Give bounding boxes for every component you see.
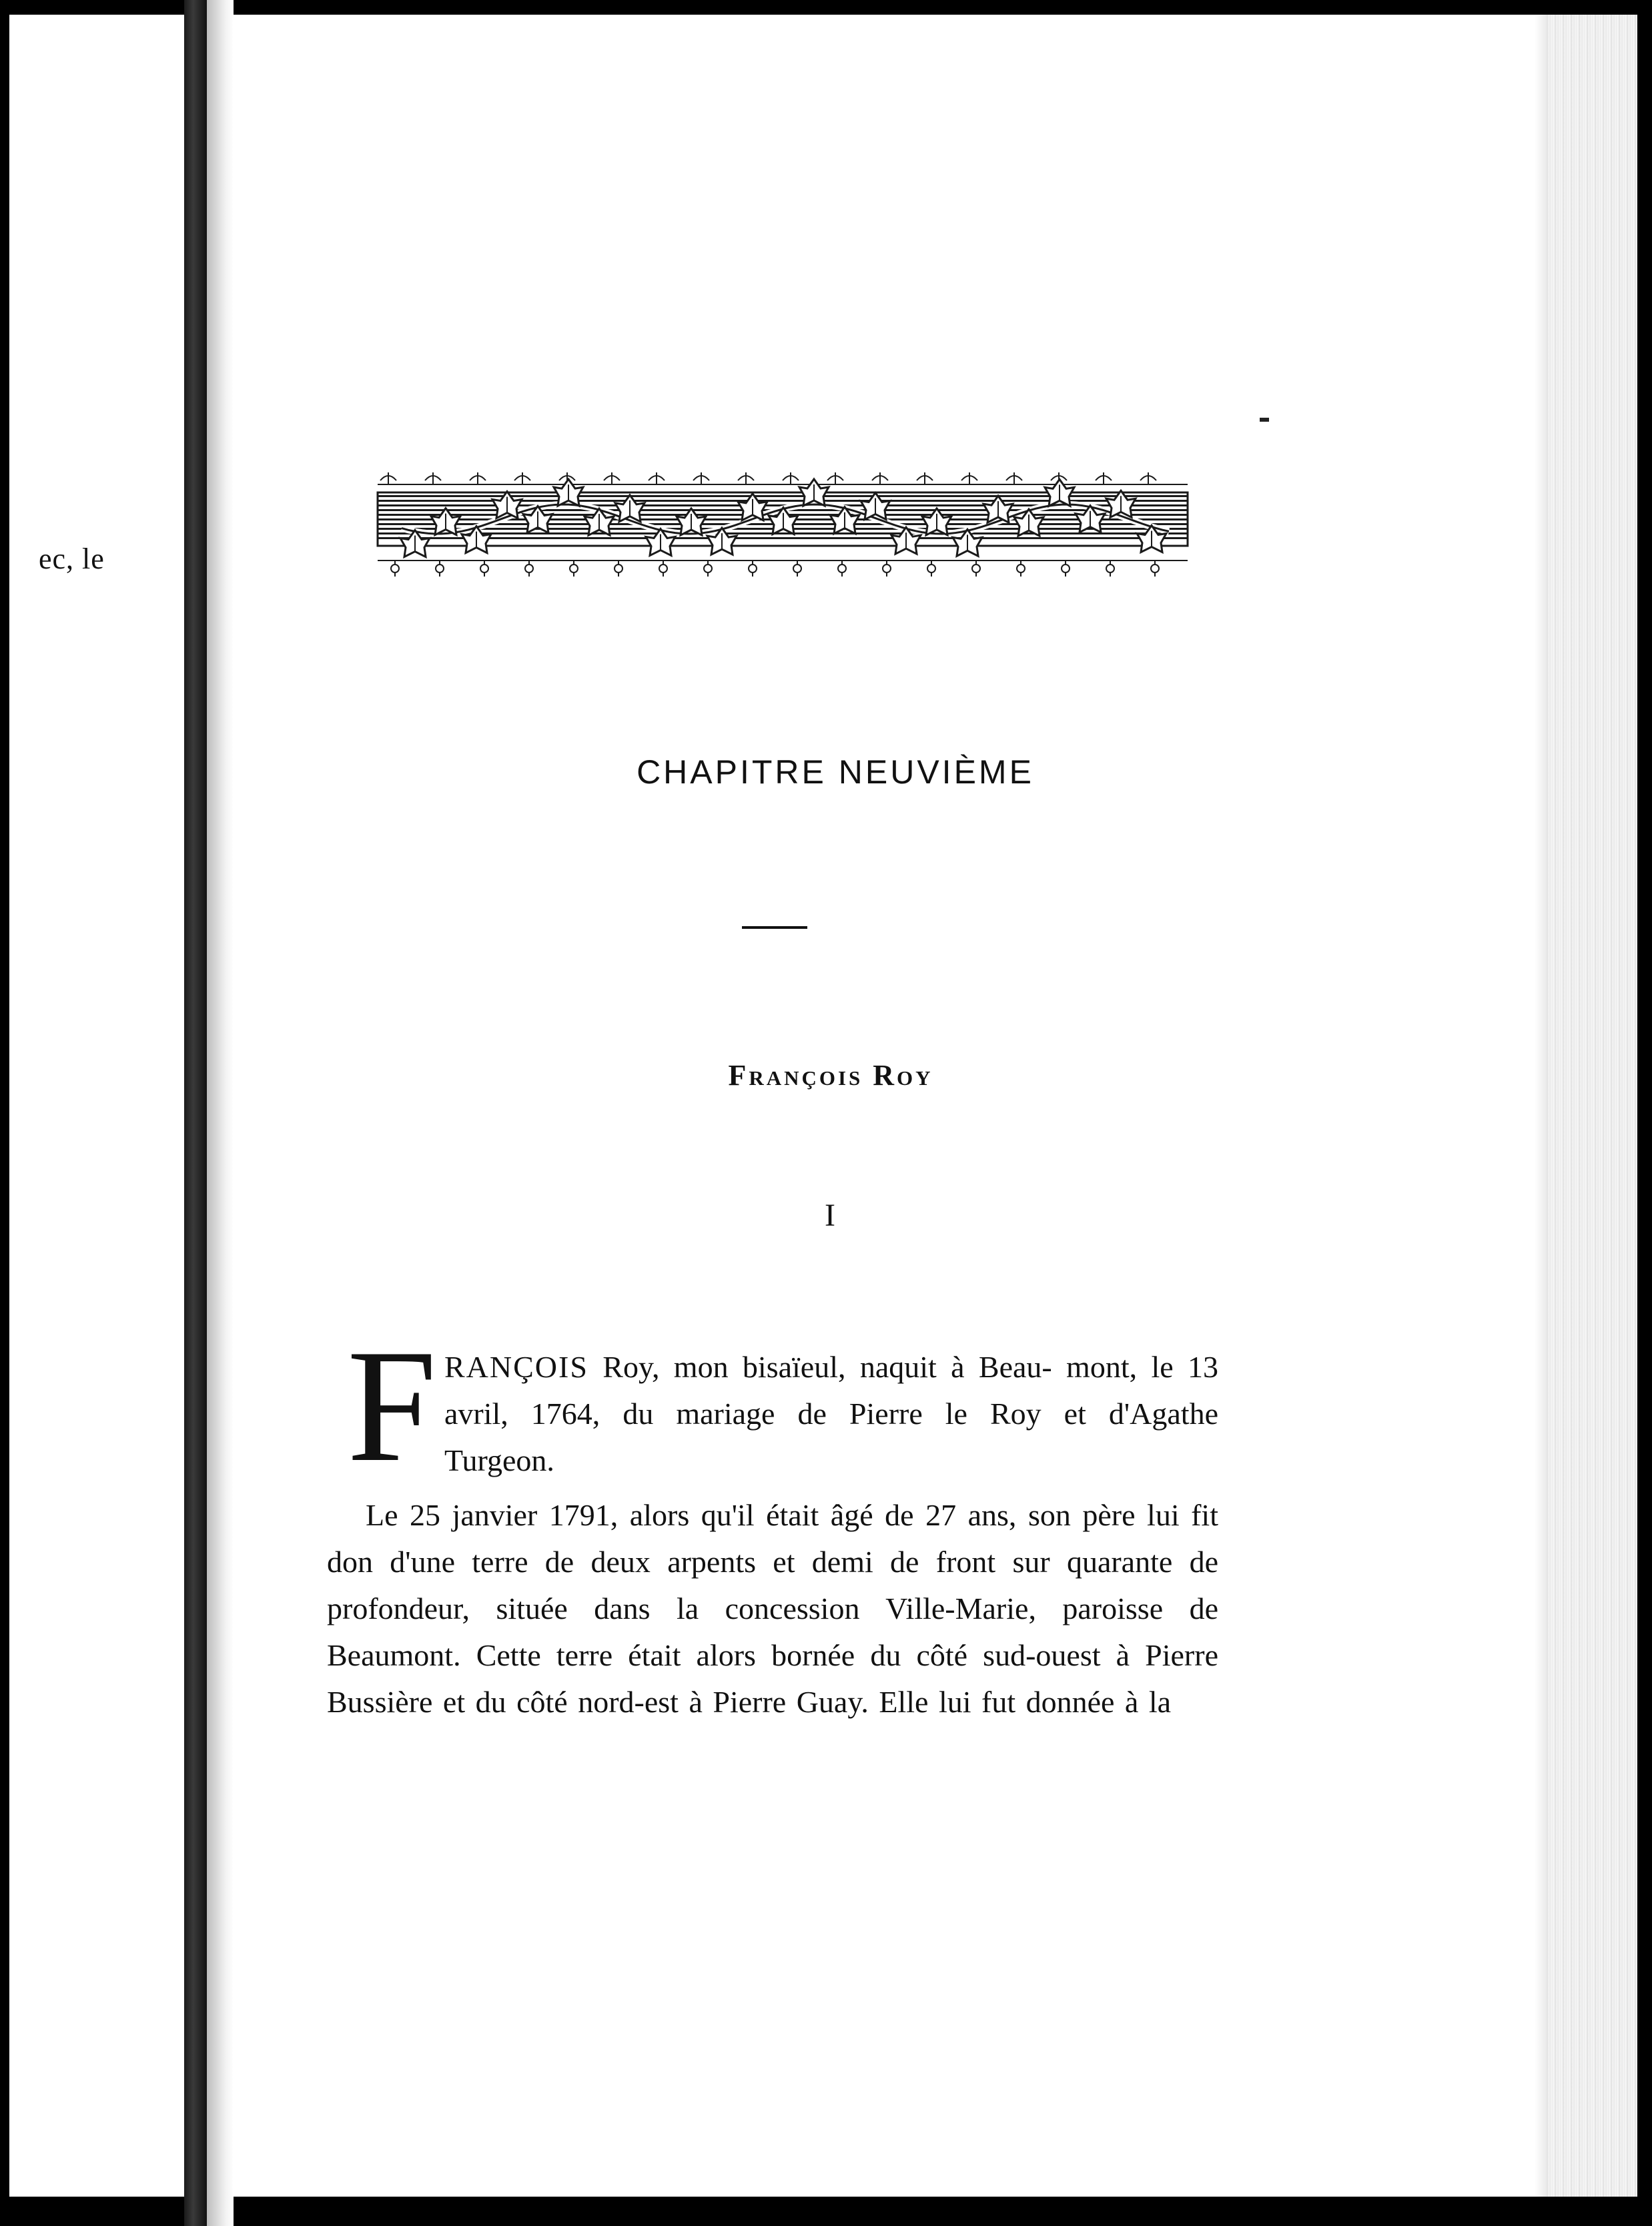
title-rule bbox=[742, 926, 807, 929]
scan-border-bottom bbox=[0, 2197, 1652, 2226]
first-paragraph-body: Roy, mon bisaïeul, naquit à Beau- mont, le 13 avril, 1764, du mariage de Pierre le Roy et d'Agathe Turgeon. bbox=[444, 1350, 1218, 1477]
scan-border-left bbox=[0, 0, 9, 2226]
facing-page-text: ec, le bbox=[39, 542, 105, 575]
ivy-vine-ornament-icon bbox=[375, 459, 1190, 593]
margin-mark bbox=[1260, 418, 1269, 422]
facing-page bbox=[9, 15, 184, 2197]
scan-border-right bbox=[1637, 0, 1652, 2226]
drop-cap: F bbox=[347, 1317, 437, 1495]
section-heading: François Roy bbox=[728, 1059, 933, 1092]
page-edges bbox=[1535, 15, 1637, 2197]
second-paragraph: Le 25 janvier 1791, alors qu'il était âgé de 27 ans, son père lui fit don d'une terre de deux arpents et demi de front sur quarante de profondeur, située dans la concession Ville-Marie, paroisse de Beaumont. Cette terre était alors bornée du côté sud-ouest à Pierre Bussière et du côté nord-est à Pierre Guay. Elle lui fut donnée à la bbox=[327, 1498, 1218, 1719]
first-paragraph-lead: RANÇOIS bbox=[444, 1350, 588, 1384]
book-gutter bbox=[184, 0, 207, 2226]
scan-border-top bbox=[0, 0, 1652, 15]
first-paragraph bbox=[444, 1344, 1218, 1484]
section-number: I bbox=[825, 1198, 835, 1233]
gutter-shadow bbox=[207, 0, 234, 2226]
chapter-title: CHAPITRE NEUVIÈME bbox=[637, 753, 1034, 791]
